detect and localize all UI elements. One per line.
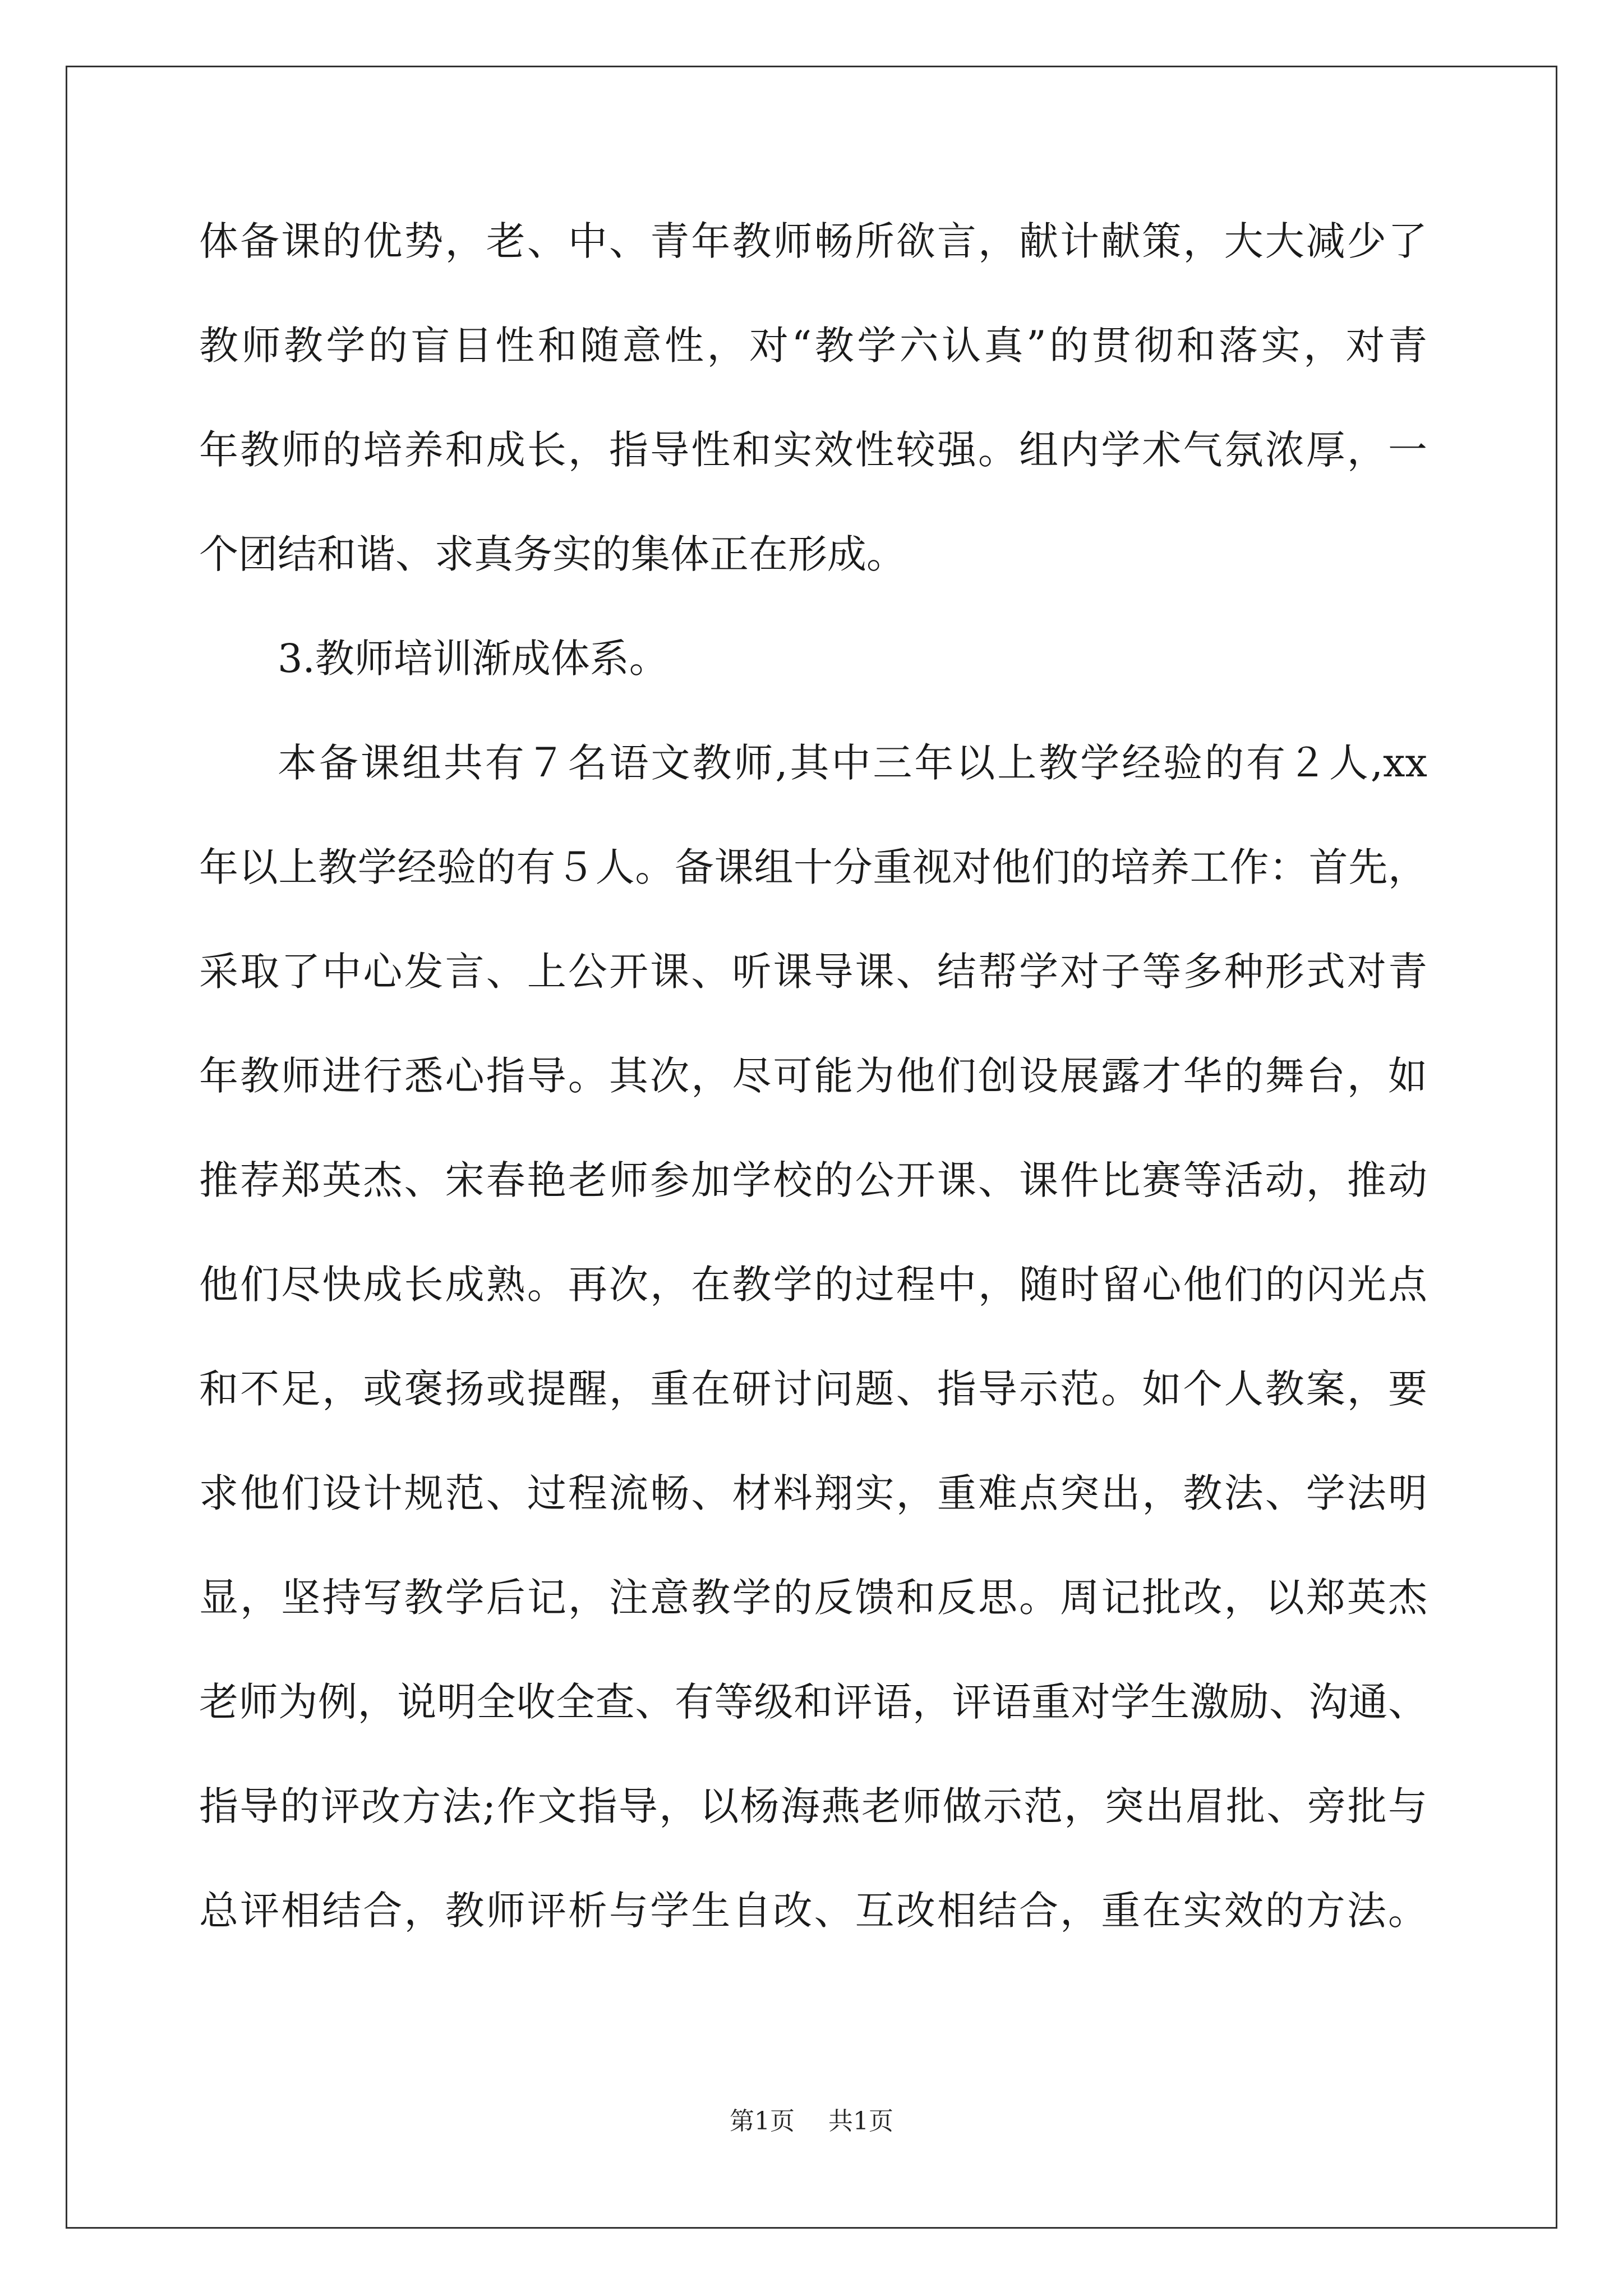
text-line: 体备课的优势，老、中、青年教师畅所欲言，献计献策，大大减少了 [199,218,1427,264]
text-line: 求他们设计规范、过程流畅、材料翔实，重难点突出，教法、学法明 [199,1470,1427,1516]
text-line: 老师为例，说明全收全查、有等级和评语，评语重对学生激励、沟通、 [199,1679,1427,1725]
text-line: 总评相结合，教师评析与学生自改、互改相结合，重在实效的方法。 [199,1888,1427,1934]
document-body [199,213,1427,1987]
text-line: 年以上教学经验的有５人。备课组十分重视对他们的培养工作：首先， [199,844,1427,890]
page-footer [0,2101,1623,2137]
text-line: 个团结和谐、求真务实的集体正在形成。 [199,531,906,577]
section-heading: 3.教师培训渐成体系。 [278,636,668,682]
text-line: 年教师进行悉心指导。其次，尽可能为他们创设展露才华的舞台，如 [199,1053,1427,1099]
text-line: 指导的评改方法;作文指导，以杨海燕老师做示范，突出眉批、旁批与 [199,1783,1427,1829]
text-line: 显，坚持写教学后记，注意教学的反馈和反思。周记批改，以郑英杰 [199,1575,1427,1621]
text-line: 推荐郑英杰、宋春艳老师参加学校的公开课、课件比赛等活动，推动 [199,1157,1427,1203]
text-line: 年教师的培养和成长，指导性和实效性较强。组内学术气氛浓厚，一 [199,427,1427,473]
text-line: 本备课组共有７名语文教师,其中三年以上教学经验的有２人,xx [278,740,1427,786]
text-line: 采取了中心发言、上公开课、听课导课、结帮学对子等多种形式对青 [199,949,1427,995]
text-line: 教师教学的盲目性和随意性，对“教学六认真”的贯彻和落实，对青 [199,323,1427,369]
page-number: 第1页 [730,2107,795,2136]
text-line: 和不足，或褒扬或提醒，重在研讨问题、指导示范。如个人教案，要 [199,1366,1427,1412]
text-line: 他们尽快成长成熟。再次，在教学的过程中，随时留心他们的闪光点 [199,1262,1427,1308]
page-total: 共1页 [828,2107,893,2136]
